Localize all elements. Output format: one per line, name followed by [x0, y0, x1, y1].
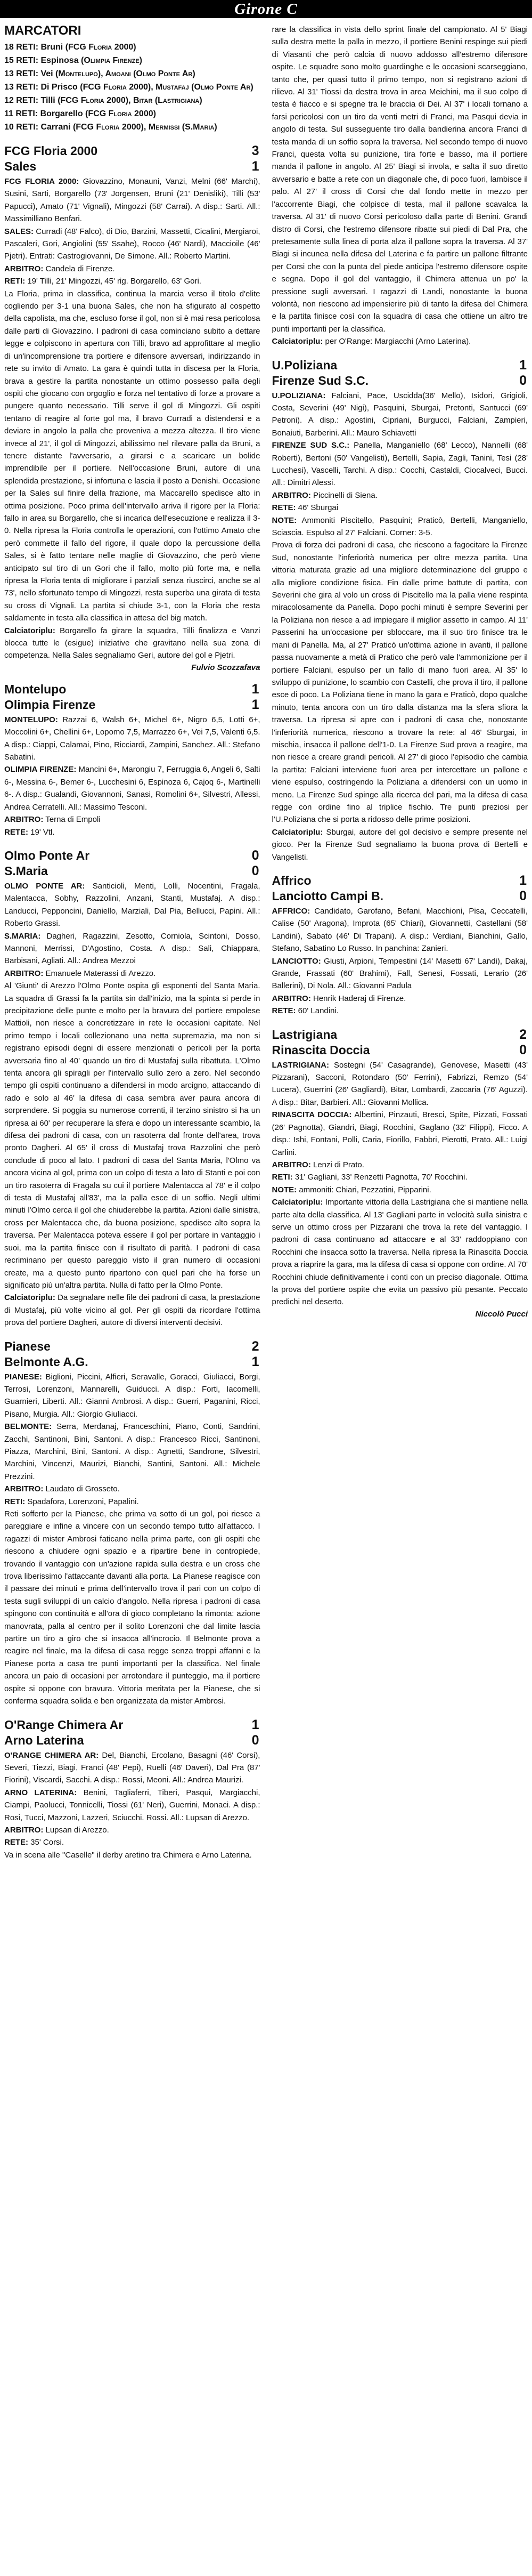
paragraph-label: U.POLIZIANA:: [272, 391, 326, 400]
report-body: [4, 1749, 260, 1862]
scorer-row: [4, 54, 260, 67]
match-report: [272, 1027, 528, 1319]
away-score: 0: [519, 889, 527, 903]
away-team-name: Belmonte A.G.: [4, 1354, 88, 1369]
report-paragraph: [4, 1508, 260, 1708]
report-paragraph: [272, 955, 528, 992]
away-team-name: Arno Laterina: [4, 1733, 84, 1747]
match-report: [4, 1717, 260, 1862]
report-paragraph: [4, 763, 260, 813]
paragraph-label: RINASCITA DOCCIA:: [272, 1110, 352, 1120]
report-paragraph: [272, 826, 528, 863]
paragraph-text: Prova di forza dei padroni di casa, che riescono a fagocitare la Firenze Sud, nonostante l'inferiorità numerica per oltre mezza partita. Una vittoria maturata grazie ad una migliore determinazione del gruppo e alla migliore condizione fisica. Fin dalle prime battute di partita, con Severini che gira al volo un cross di Piscitello ma la palla viene respinta miracolosamente da Panella. Dopo pochi minuti è sempre Severini per la Poliziana non riesce a ad impiegare il miglior assetto in campo. Al 11' Passerini ha un'occasione per sbloccare, ma il suo tiro finisce tra le mani di Panella. Ma, al 27' Praticò un'ottima azione in avanti, il pallone passa nuovamente a metà di Pratico che però vale l'ammonizione per il portiere Falciani, espulso per un fallo di mano fuori area. Al 35' lo sviluppo di punizione, lo scambio con Castelli, che prova il tiro, il pallone esce di poco. La Poliziana tiene in mano la gara e Praticò, dopo qualche minuto, tenta ancora con un tiro dalla distanza ma la sfera sfiora la traversa. La ripresa si apre con i padroni di casa che, nonostante l'inferiorità numerica, riescono a trovare la rete: al 46' Sburgai, in mischia, insacca il pallone dell'1-0. La Firenze Sud prova a reagire, ma non riesce a creare grandi pericoli. Al 27' di gioco l'episodio che cambia la partita: Falciani interviene fuori area per intercettare un pallone e viene espulso, costringendo la Poliziana a difendersi con un uomo in meno. La Firenze Sud spinge alla ricerca del pari, ma la difesa di casa regge con ordine fino al triplice fischio. Tre punti preziosi per l'U.Poliziana che si porta a ridosso delle prime posizioni.: [272, 540, 528, 825]
paragraph-text: Al 'Giunti' di Arezzo l'Olmo Ponte ospita gli esponenti del Santa Maria. La squadra di Grassi fa la partita sin dall'inizio, ma la spinta si perde in precipitazione delle punte e molto per la bravura del portiere empolese Mattioli, non riesce a concretizzare in rete le occasioni capitate. Nel primo tempo i locali collezionano una netta supremazia, ma non si registrano episodi degni di essere menzionati o pericoli per la porta avversaria fino al 40' quando un tiro di Mustafaj sulla ribattuta. L'Olmo tenta ancora gli spiragli per l'intervallo sullo zero a zero. Nel secondo tempo gli ospiti continuano a difendersi in modo arcigno, attaccando di rado e solo al 46' la difesa di casa sembra aver paura ancora di sorprendere. Si poggia su numerose correnti, il terzino sinistro si ha un ripresa ai 60' per recuperare la sfera e dopo un interessante scambio, la difesa dei padroni di casa, con un rasoterra dal fronte dell'area, trova pronto Dagheri. Al 65' il cross di Mustafaj trova Razzolini che però conclude di poco al lato. I padroni di casa del Santa Maria, l'Olmo va ancora vicina al gol, prima con un colpo di testa a lato di Stanti e poi con un tiro rasoterra di Fragala su cui il portiere Malentacca al 78' e il colpo di testa di Mustafaj all'83', ma la palla esce di un soffio. Negli ultimi minuti l'Olmo cerca il gol che chiuderebbe la partita. Azioni dalle sinistra, cross per Malentacca che, da buona posizione, spedisce alto sopra la traversa. Per Malentacca poteva essere il gol per portare in vantaggio i suoi, ma la partita finisce con il risultato di parità. I padroni di casa recriminano per questo pareggio visto il gran numero di occasioni create, ma a questo punto ripartono con quel pari che ha forse un significato più un'altra partita. Nulla di fatto per la Olmo Ponte.: [4, 981, 260, 1290]
away-team-name: Lanciotto Campi B.: [272, 889, 384, 903]
scorer-text: 11 RETI: Borgarello: [4, 109, 83, 118]
away-team-name: S.Maria: [4, 863, 48, 878]
article-author: Fulvio Scozzafava: [191, 663, 260, 672]
scorer-team: (Olimpia Firenze): [81, 56, 142, 65]
report-paragraph: [272, 1109, 528, 1159]
home-team-name: Montelupo: [4, 682, 67, 696]
marcatori-title: MARCATORI: [4, 23, 81, 38]
report-paragraph: [4, 880, 260, 930]
home-team-name: FCG Floria 2000: [4, 144, 98, 158]
paragraph-label: OLMO PONTE AR:: [4, 881, 85, 891]
scorer-text: 12 RETI: Tilli: [4, 96, 55, 105]
report-paragraph: [4, 1371, 260, 1421]
paragraph-label: Calciatoriplu:: [272, 1198, 323, 1207]
paragraph-text: 19' Tilli, 21' Mingozzi, 45' rig. Borgarello, 63' Gori.: [27, 277, 201, 286]
away-score: 1: [251, 697, 259, 712]
home-score: 1: [519, 873, 527, 888]
paragraph-label: AFFRICO:: [272, 907, 310, 916]
paragraph-text: Da segnalare nelle file dei padroni di casa, la prestazione di Mustafaj, più volte vicino al gol. Per gli ospiti da ricordare l'ottima prova del portiere Dagheri, autore di diversi interventi decisivi.: [4, 1293, 260, 1328]
report-paragraph: [4, 967, 260, 980]
paragraph-label: RETE:: [272, 503, 296, 513]
paragraph-text: Panella, Manganiello (68' Lecco), Nannelli (68' Roberti), Bertoni (50' Vangelisti), Bertelli, Sapia, Zagli, Tanini, Tesi (28' Lucchesi), Vascelli, Tarchi. A disp.: Cocchi, Castaldi, Ciocalveci, Bucci. All.: Dimitri Alessi.: [272, 441, 528, 488]
scorer-team: (Montelupo), Amoani (Olmo Ponte Ar): [55, 69, 195, 78]
paragraph-text: Benini, Tagliaferri, Tiberi, Pasqui, Margiacchi, Ciampi, Paolucci, Tonnicelli, Tiossi (61' Neri), Guerrini, Monaci. A disp.: Rosi, Tucci, Mazzoni, Lazzeri, Sciucchi. Rossi. All.: Lupsan di Arezzo.: [4, 1788, 260, 1822]
home-score: 1: [251, 681, 259, 697]
paragraph-text: 60' Landini.: [298, 1006, 339, 1016]
paragraph-label: LASTRIGIANA:: [272, 1060, 329, 1070]
report-paragraph: [272, 514, 528, 539]
report-paragraph: [272, 1059, 528, 1109]
paragraph-label: PIANESE:: [4, 1372, 42, 1382]
report-paragraph: [272, 390, 528, 440]
paragraph-text: 35' Corsi.: [30, 1838, 64, 1847]
match-list-right: [272, 23, 528, 1319]
paragraph-label: NOTE:: [272, 1185, 297, 1194]
home-team-name: Lastrigiana: [272, 1027, 338, 1041]
away-team-row: [272, 889, 528, 904]
paragraph-label: FIRENZE SUD S.C.:: [272, 441, 350, 450]
paragraph-text: Albertini, Pinzauti, Bresci, Spite, Pizzati, Fossati (26' Pagnotta), Giandri, Biagi, Rocchini, Gaglano (32' Filippi), Ficco. A disp.: Ishi, Fontani, Polli, Caria, Fiorillo, Fabbri, Pierotti, Prato. All.: Luigi Carlini.: [272, 1110, 528, 1157]
home-team-row: [272, 1027, 528, 1043]
scorer-row: [4, 94, 260, 107]
home-score: 1: [251, 1717, 259, 1732]
away-score: 0: [251, 1732, 259, 1748]
paragraph-text: 46' Sburgai: [298, 503, 339, 513]
report-paragraph: [272, 502, 528, 514]
paragraph-text: Sostegni (54' Casagrande), Genovese, Masetti (43' Pizzarani), Sacconi, Rotondaro (50' Ferrini), Fabrizzi, Remzo (54' Lucera), Guerrini (26' Gagliardi), Bitar, Lombardi, Zaccaria (76' Aguzzi). A disp.: Bitar, Barbieri. All.: Giovanni Mollica.: [272, 1060, 528, 1107]
match-report: [4, 1339, 260, 1708]
paragraph-label: ARBITRO:: [4, 264, 44, 273]
paragraph-text: Importante vittoria della Lastrigiana che si mantiene nella parte alta della classifica. Al 13' Gagliani parte in velocità sulla sinistra e serve un ottimo cross per Pizzarani che trova la rete del vantaggio. I padroni di casa continuano ad attaccare e al 33' raddoppiano con Rocchini che insacca sotto la traversa. Nella ripresa la Rinascita Doccia prova a riaprire la gara, ma la difesa di casa si oppone con ordine. Al 70' Rocchini chiude definitivamente i conti con un preciso diagonale. Ottima la prova del portiere ospite che evita un passivo più pesante. Peccato predichi nel deserto.: [272, 1198, 528, 1307]
report-body: [272, 905, 528, 1018]
scorer-team: (FCG Floria 2000), Mustafaj (Olmo Ponte Ar): [80, 83, 253, 92]
paragraph-label: ARBITRO:: [4, 968, 44, 978]
away-score: 0: [519, 373, 527, 388]
paragraph-text: Biglioni, Piccini, Alfieri, Seravalle, Goracci, Giuliacci, Borgi, Terrosi, Lorenzoni, Mannarelli, Guiducci. A disp.: Forti, Iacomelli, Guarnieri, Liberti. All.: Gianni Ambrosi. A disp.: Guerri, Paganini, Ricci, Pisano, Murgia. All.: Giorgio Giuliacci.: [4, 1372, 260, 1419]
report-paragraph: [4, 813, 260, 826]
report-body: [4, 714, 260, 838]
paragraph-text: Del, Bianchi, Ercolano, Basagni (46' Corsi), Severi, Tiezzi, Biagi, Franci (48' Pepi), Ruelli (46' Daveri), Dal Pra (87' Fiorini), Viscardi, Sacchi. A disp.: Rossi, Meoni. All.: Andrea Maurizi.: [4, 1750, 260, 1785]
report-body: [272, 23, 528, 348]
paragraph-text: Reti sofferto per la Pianese, che prima va sotto di un gol, poi riesce a pareggiare e infine a vincere con un secondo tempo tutto all'attacco. I ragazzi di mister Ambrosi faticano nella prima parte, con gli ospiti che riescono a chiudere ogni spazio e a ripartire bene in contropiede, trovando il vantaggio con un'azione rapida sulla destra e un cross che trova liberissimo l'attaccante davanti alla porta. La Pianese reagisce con il passare dei minuti e prima dell'intervallo trova il pari con un colpo di testa sugli sviluppi di un calcio d'angolo. Nella ripresa i padroni di casa spingono con continuità e all'ora di gioco completano la rimonta: azione manovrata, palla al centro per il solito Lorenzoni che dal limite lascia partire un tiro a giro che si insacca all'incrocio. Il Belmonte prova a reagire nel finale, ma la difesa di casa regge senza troppi affanni e la Pianese porta a casa tre punti importanti per la classifica. Nel finale ancora un paio di occasioni per arrotondare il punteggio, ma il portiere ospite si oppone con bravura. Vittoria meritata per la Pianese, che si conferma squadra solida e ben organizzata da mister Ambrosi.: [4, 1509, 260, 1706]
marcatori-section: [4, 23, 260, 134]
home-score: 0: [251, 847, 259, 863]
paragraph-text: rare la classifica in vista dello sprint finale del campionato. Al 5' Biagi sulla destra mette la palla in mezzo, il portiere Benini respinge sui piedi di Viasanti che però calcia di nuovo addosso all'estremo difensore ospite. Le squadre sono molto guardinghe e le occasioni scarseggiano, tanto che, per quasi tutto il primo tempo, non si registrano azioni di rilievo. Al 31' Tiossi da destra trova in area Meichini, ma il suo colpo di testa è fiacco e si spegne tra le braccia di Dei. Al 37' i locali tornano a farsi pericolosi con un tiro da venti metri di Franci, ma Pasqui devia in angolo di testa. Sul susseguente tiro dalla bandierina ancora Franci di testa manda di un soffio sopra la traversa. Nel secondo tempo di nuovo Franci, questa volta su punizione, tira forte e basso, ma il portiere manda il pallone in angolo. Al 25' Biagi si invola, e salta il suo diretto avversario e batte a rete con un diagonale che, di poco fuori, lambisce il palo. Al 27' il cross di Corsi che dal fondo mette in mezzo per l'accorrente Biagi, che colpisce di testa, mal il pallone scavalca la traversa. Al 31' di nuovo Corsi pericoloso dalla parte di Benini. Grandi distro di Corsi, che l'estremo difensore ribatte sui piedi di Dal Pra, che pretesamente sulla linea di porta alza il pallone sopra la traversa. Al 37' Biagi si incunea nella difesa del Laterina e fa partire un pallone filtrante per Corsi che con la punta del piede anticipa l'estremo difensore ospite e segna. Dopo il gol del vantaggio, il Chimera attenua un po' la pressione sugli avversari. I ragazzi di Landi, nonostante la buona volontà, non riescono ad impensierire più di tanto la difesa del Chimera e la partita finisce così con la squadra di casa che ottiene un altro tre punti importanti per la classifica.: [272, 25, 528, 334]
paragraph-text: Terna di Empoli: [45, 815, 101, 825]
paragraph-text: Serra, Merdanaj, Franceschini, Piano, Conti, Sandrini, Zacchi, Santinoni, Bini, Santoni. A disp.: Francesco Ricci, Santinoni, Piazza, Marchini, Bini, Santoni. A disp.: Agnetti, Sandrone, Silvestri, Marchini, Vincenzi, Maurizi, Bianchi, Santini, Santoni. All.: Michele Prezzini.: [4, 1422, 260, 1481]
match-report: [272, 873, 528, 1018]
match-report: [272, 358, 528, 863]
paragraph-text: Falciani, Pace, Uscidda(36' Mello), Isidori, Grigioli, Costa, Severini (49' Nigi), Pasquini, Sburgai, Pretonti, Santucci (69' Petroni). A disp.: Agostini, Cipriani, Burgucci, Falciani, Zampieri, Bonaiuti, Barberini. All.: Mauro Schiavetti: [272, 391, 528, 438]
report-paragraph: [272, 1196, 528, 1309]
paragraph-text: Santicioli, Menti, Lolli, Nocentini, Fragala, Malentacca, Sobhy, Razzolini, Anzani, Stanti, Mustafaj. A disp.: Landucci, Pepponcini, Daniello, Marziali, Dal Pia, Bellucci, Papini. All.: Roberto Grassi.: [4, 881, 260, 928]
paragraph-text: Spadafora, Lorenzoni, Papalini.: [27, 1497, 139, 1506]
match-report: [4, 848, 260, 1329]
paragraph-text: Giusti, Arpioni, Tempestini (14' Masetti 67' Landi), Dakaj, Grande, Frassati (60' Brahimi), Fall, Senesi, Fossati, Lerario (26' Ballerini), Di Nola. All.: Giovanni Padula: [272, 956, 528, 991]
away-team-row: [272, 373, 528, 389]
paragraph-label: ARBITRO:: [4, 1484, 44, 1494]
match-report: [272, 23, 528, 348]
paragraph-label: ARNO LATERINA:: [4, 1788, 77, 1797]
scorer-team: (FCG Floria 2000): [65, 43, 136, 52]
scorer-text: 18 RETI: Bruni: [4, 43, 63, 52]
scorer-row: [4, 80, 260, 94]
paragraph-text: Henrik Haderaj di Firenze.: [313, 994, 406, 1003]
scorer-list: [4, 41, 260, 134]
paragraph-label: RETE:: [4, 827, 28, 837]
report-paragraph: [4, 1483, 260, 1495]
paragraph-text: Candidato, Garofano, Befani, Macchioni, Pisa, Ceccatelli, Calise (50' Aragona), Improta (65' Chiari), Giovannetti, Castellani (58' Landini), Sabato (46' Di Trapani). A disp.: Verdiani, Bianchini, Gallo, Stefano, Sabatino Lo Russo. In panchina: Zanieri.: [272, 907, 528, 954]
report-paragraph: [4, 1291, 260, 1329]
report-body: [4, 880, 260, 1329]
paragraph-label: Calciatoriplu:: [4, 1293, 55, 1303]
report-paragraph: [4, 1824, 260, 1836]
home-score: 3: [251, 143, 259, 158]
report-paragraph: [4, 1749, 260, 1787]
away-team-name: Firenze Sud S.C.: [272, 373, 369, 387]
paragraph-text: La Floria, prima in classifica, continua la marcia verso il titolo d'elite cogliendo per 3-1 una buona Sales, che non ha sfigurato al cospetto della capolista, ma che, escluso forse il gol, non si è mai resa pericolosa dalle parti di Giovazzino. I padroni di casa cominciano subito a dettare legge e colpiscono in apertura con Tilli, bravo ad approfittare al meglio di un'incomprensione tra portiere e difensore avversari, indirizzando in rete su invito di Amato. La gara è quindi tutta in discesa per la Floria, brava a gestire la partita nonostante un ottimo possesso palla degli ospiti che giocano con orgoglio e forza nel tentativo di forze a provare a pungere quanto necessario. Tilli serve il gol di Mingozzi. Gli ospiti tentano di reagire al forte gol ma, il bravo Curradi a distendersi e a deviare in angolo la palla che proveniva a mezza altezza. Il tiro viene invece al 21', il gol di Mingozzi, abilissimo nel rilevare palla da Bruni, a tenere distante l'avversario, a girarsi e a scaricare un bolide imprendibile per il portiere. Nell'occasione Bruni, autore di una splendida prestazione, si infortuna e lascia il posto a Denishi. Occasione per la Sales sul finire della frazione, ma Maccarello spedisce alto in ottima posizione. Poco prima dell'intervallo arriva il rigore per la Floria: fallo in area su Borgarello, che si incarica dell'esecuzione e realizza il 3-0. Nella ripresa la Floria controlla le operazioni, con l'ottimo Amato che però commette il fallo del rigore, il quale dopo la percussione della Sales, si è fatto tentare nelle maglie di Giovazzino, che però viene anticipato sul tiro di un Gori che il fallo, molto più forte ma, e nella ripresa la Floria tenta di migliorare i parziali senza riuscirci, anche se al 73', nello sfortunato tempo di Mingozzi, resta superba una girata di testa su cross di Vignali. La partita si chiude 3-1, con la Floria che resta saldamente in testa alla classifica in attesa del big match.: [4, 289, 260, 623]
group-title: Girone C: [234, 0, 298, 18]
away-team-row: [4, 697, 260, 713]
home-score: 1: [519, 357, 527, 373]
paragraph-label: ARBITRO:: [4, 815, 44, 825]
paragraph-label: S.MARIA:: [4, 931, 41, 941]
paragraph-label: FCG FLORIA 2000:: [4, 177, 79, 186]
paragraph-text: ammoniti: Chiari, Pezzatini, Pipparini.: [299, 1185, 431, 1194]
paragraph-label: RETE:: [4, 1838, 28, 1847]
paragraph-label: Calciatoriplu:: [272, 827, 323, 837]
home-team-row: [4, 143, 260, 159]
paragraph-label: ARBITRO:: [272, 1160, 311, 1169]
paragraph-text: Curradi (48' Falco), di Dio, Barzini, Massetti, Cicalini, Mergiaroi, Pascaleri, Gori, Angiolini (55' Ssahe), Rocco (46' Nardi), Maccioile (46' Pjetri). Entrati: Castrogiovanni, De Simone. All.: Roberto Martini.: [4, 227, 260, 261]
report-paragraph: [272, 489, 528, 502]
home-team-name: Pianese: [4, 1339, 51, 1353]
column-left: [4, 22, 260, 2571]
scorer-row: [4, 107, 260, 120]
scorer-row: [4, 67, 260, 80]
report-paragraph: [272, 439, 528, 489]
scorer-text: 15 RETI: Espinosa: [4, 56, 79, 65]
paragraph-text: Borgarello fa girare la squadra, Tilli finalizza e Vanzi blocca tutte le (esigue) iniziative che gravitano nella sua zona di competenza. Nella Sales segnaliamo Geri, autore del gol e Pjetri.: [4, 626, 260, 660]
paragraph-label: RETE:: [272, 1006, 296, 1016]
away-team-row: [272, 1043, 528, 1058]
paragraph-label: RETI:: [4, 277, 26, 286]
home-team-row: [4, 848, 260, 863]
report-paragraph: [272, 992, 528, 1005]
report-paragraph: [272, 905, 528, 955]
report-paragraph: [4, 1420, 260, 1483]
report-paragraph: [4, 263, 260, 275]
report-paragraph: [272, 1159, 528, 1171]
away-team-name: Olimpia Firenze: [4, 697, 96, 712]
scorer-team: (FCG Floria 2000), Mermissi (S.Maria): [72, 123, 217, 132]
paragraph-text: per O'Range: Margiacchi (Arno Laterina).: [325, 337, 471, 346]
away-team-name: Rinascita Doccia: [272, 1043, 370, 1057]
home-score: 2: [251, 1338, 259, 1354]
report-paragraph: [4, 714, 260, 764]
report-paragraph: [4, 930, 260, 967]
paragraph-text: Piccinelli di Siena.: [313, 490, 378, 500]
home-team-row: [4, 1339, 260, 1354]
paragraph-label: LANCIOTTO:: [272, 956, 321, 966]
report-paragraph: [4, 175, 260, 225]
paragraph-text: Razzai 6, Walsh 6+, Michel 6+, Nigro 6,5, Lotti 6+, Moccolini 6+, Chellini 6+, Lopomo 7,5, Marrazzo 6+, Vei 7,5, Valenti 6,5. A disp.: Ciappi, Calamai, Pino, Ricciardi, Zampini, Sanchez. All.: Stefano Sabatini.: [4, 715, 260, 762]
away-score: 0: [251, 863, 259, 878]
report-body: [272, 390, 528, 863]
paragraph-label: RETI:: [272, 1173, 293, 1182]
away-team-row: [4, 1733, 260, 1748]
scorer-text: 13 RETI: Vei: [4, 69, 53, 78]
scorer-team: (FCG Floria 2000): [85, 109, 156, 118]
report-paragraph: [4, 225, 260, 263]
away-team-row: [4, 1354, 260, 1370]
report-paragraph: [272, 1005, 528, 1017]
report-body: [4, 175, 260, 662]
report-paragraph: [272, 1171, 528, 1183]
report-paragraph: [272, 539, 528, 826]
paragraph-label: ARBITRO:: [4, 1825, 44, 1835]
paragraph-text: 31' Gagliani, 33' Renzetti Pagnotta, 70' Rocchini.: [294, 1173, 468, 1182]
paragraph-label: OLIMPIA FIRENZE:: [4, 765, 77, 774]
paragraph-text: Lenzi di Prato.: [313, 1160, 364, 1169]
scorer-text: 13 RETI: Di Prisco: [4, 83, 78, 92]
report-paragraph: [4, 826, 260, 838]
paragraph-label: SALES:: [4, 227, 34, 236]
home-team-name: Olmo Ponte Ar: [4, 848, 90, 862]
home-team-name: Affrico: [272, 874, 312, 887]
paragraph-label: RETI:: [4, 1497, 26, 1506]
paragraph-text: Lupsan di Arezzo.: [45, 1825, 109, 1835]
away-team-name: Sales: [4, 159, 37, 173]
scorer-text: 10 RETI: Carrani: [4, 123, 71, 132]
paragraph-text: Va in scena alle "Caselle" il derby aretino tra Chimera e Arno Laterina.: [4, 1850, 252, 1860]
home-team-row: [272, 358, 528, 373]
paragraph-text: Sburgai, autore del gol decisivo e sempre presente nel gioco. Per la Firenze Sud segnaliamo la buona prova di Bertelli e Vangelisti.: [272, 827, 528, 862]
paragraph-text: Giovazzino, Monauni, Vanzi, Melni (66' Marchi), Susini, Sarti, Borgarello (73' Jorgensen, Bruni (21' Denisliki), Tilli (53' Papucci), Amato (71' Vignali), Mingozzi (58' Carrai). A disp.: Sarti. All.: Massimilliano Benfari.: [4, 177, 260, 224]
home-team-name: O'Range Chimera Ar: [4, 1717, 124, 1732]
paragraph-text: Emanuele Materassi di Arezzo.: [45, 968, 156, 978]
report-body: [272, 1059, 528, 1309]
paragraph-label: BELMONTE:: [4, 1422, 52, 1432]
match-list-left: [4, 143, 260, 1861]
paragraph-label: O'RANGE CHIMERA AR:: [4, 1750, 99, 1760]
home-score: 2: [519, 1027, 527, 1042]
paragraph-label: Calciatoriplu:: [272, 337, 323, 346]
report-paragraph: [4, 275, 260, 287]
report-paragraph: [272, 1184, 528, 1196]
home-team-name: U.Poliziana: [272, 358, 338, 372]
scorer-team: (FCG Floria 2000), Bitar (Lastrigiana): [58, 96, 202, 105]
paragraph-text: Candela di Firenze.: [45, 264, 115, 273]
scorer-row: [4, 120, 260, 134]
report-paragraph: [4, 1787, 260, 1824]
paragraph-text: 19' Vtl.: [30, 827, 55, 837]
scorer-row: [4, 41, 260, 54]
columns: [0, 18, 532, 2571]
report-paragraph: [272, 23, 528, 335]
article-author: Niccolò Pucci: [475, 1309, 528, 1319]
paragraph-label: ARBITRO:: [272, 490, 311, 500]
home-team-row: [4, 682, 260, 697]
away-score: 1: [251, 1354, 259, 1369]
report-paragraph: [4, 1496, 260, 1508]
report-body: [4, 1371, 260, 1708]
report-paragraph: [272, 335, 528, 348]
paragraph-text: Dagheri, Ragazzini, Zesotto, Corniola, Scintoni, Dosso, Mannoni, Merrissi, D'Agostino, Costa. A disp.: Sali, Chiappara, Barbisani, Agliati. All.: Andrea Mezzoi: [4, 931, 260, 966]
away-team-row: [4, 159, 260, 174]
match-report: [4, 143, 260, 672]
paragraph-label: NOTE:: [272, 515, 297, 525]
column-right: [272, 22, 528, 2571]
paragraph-label: Calciatoriplu:: [4, 626, 55, 635]
paragraph-text: Laudato di Grosseto.: [45, 1484, 120, 1494]
home-team-row: [272, 873, 528, 889]
report-paragraph: [4, 980, 260, 1291]
away-team-row: [4, 863, 260, 879]
paragraph-label: ARBITRO:: [272, 994, 311, 1003]
home-team-row: [4, 1717, 260, 1733]
report-paragraph: [4, 288, 260, 625]
match-report: [4, 682, 260, 838]
paragraph-label: MONTELUPO:: [4, 715, 58, 724]
group-banner: [0, 0, 532, 18]
report-paragraph: [4, 625, 260, 662]
paragraph-text: Ammoniti Piscitello, Pasquini; Praticò, Bertelli, Manganiello, Sciascia. Espulso al 27' Falciani. Corner: 3-5.: [272, 515, 528, 538]
report-paragraph: [4, 1836, 260, 1848]
paragraph-text: Mancini 6+, Marongiu 7, Ferruggia 6, Angeli 6, Salti 6-, Messina 6-, Bemer 6-, Lucchesini 6, Espinoza 6, Cajoq 6-, Martinelli 6-. A disp.: Gualandi, Giovannoni, Sanasi, Romolini 6+, Silvestri, Allessi, Andrea Cerratelli. All.: Massimo Tesconi.: [4, 765, 260, 812]
away-score: 0: [519, 1042, 527, 1057]
report-paragraph: [4, 1849, 260, 1861]
away-score: 1: [251, 159, 259, 174]
